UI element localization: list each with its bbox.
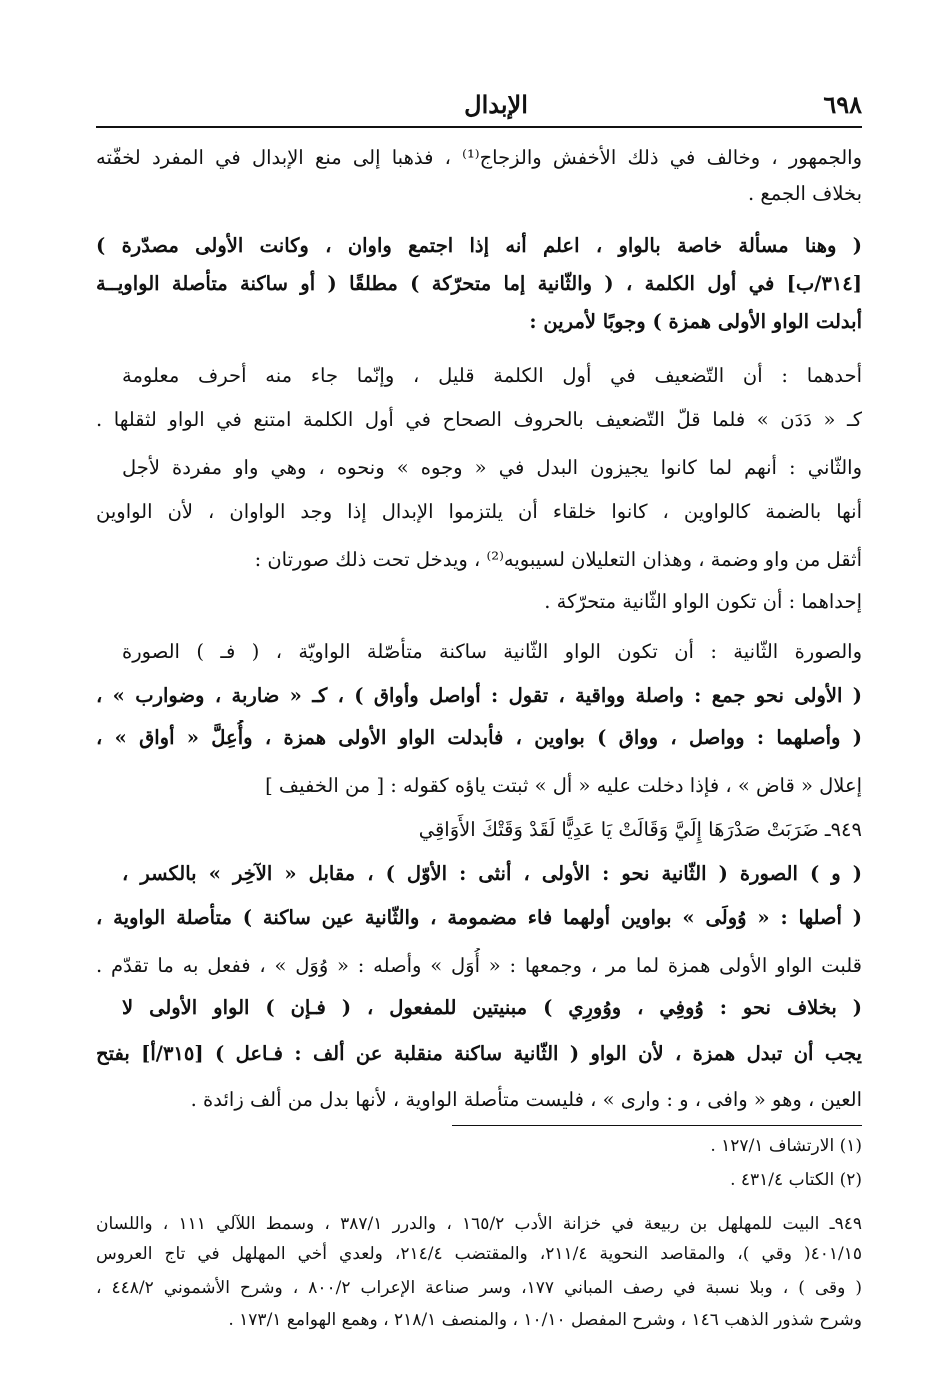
text-line: ( وهنا مسألة خاصة بالواو ، اعلم أنه إذا اجتمع واوان ، وكانت الأولى مصدّرة ) (96, 234, 862, 257)
footnote: ٩٤٩ـ البيت للمهلهل بن ربيعة في خزانة الأدب ١٦٥/٢ ، والدرر ٣٨٧/١ ، وسمط اللآلي ١١١ ، واللسان (96, 1214, 862, 1234)
text-line: والصورة الثّانية : أن تكون الواو الثّانية ساكنة متأصّلة الواويّة ، ( فـ ) الصورة (122, 640, 862, 663)
footnote: (٢) الكتاب ٤٣١/٤ . (730, 1170, 862, 1190)
text-line: [٣١٤/ب] في أول الكلمة ، ( والثّانية إما متحرّكة ) مطلقًا ( أو ساكنة متأصلة الواويــة (96, 272, 862, 295)
footnote: ٤٠١/١٥( وقي )، والمقاصد النحوية ٢١١/٤، والمقتضب ٢١٤/٤، ولعدي أخي المهلهل في تاج العروس (96, 1244, 862, 1264)
text-line: أنها بالضمة كالواوين ، كانوا خلقاء أن يلتزموا الإبدال إذا وجد الواوان ، لأن الواوين (96, 500, 862, 523)
text-line: ( بخلاف نحو : وُوفِي ، ووُورِي ) مبنيتين للمفعول ، ( فـإن ) الواو الأولى لا (122, 996, 862, 1019)
footnote-rule (452, 1125, 862, 1126)
text-line: العين ، وهو « وافى ، و : وارى » ، فليست متأصلة الواوية ، لأنها بدل من ألف زائدة . (190, 1088, 862, 1111)
text-line: أثقل من واو وضمة ، وهذان التعليلان لسيبويه⁽²⁾ ، ويدخل تحت ذلك صورتان : (254, 548, 862, 571)
running-header (96, 86, 862, 126)
text-line: والثّاني : أنهم لما كانوا يجيزون البدل في « وجوه » ونحوه ، وهي واو مفردة لأجل (122, 456, 862, 479)
text-line: كـ « دَدَن » فلما قلّ التّضعيف بالحروف الصحاح في أول الكلمة امتنع في الواو لثقلها . (96, 408, 862, 431)
text-line: ( وأصلهما : وواصل ، وواق ) بواوين ، فأبدلت الواو الأولى همزة ، وأُعِلَّ « أواق » ، (96, 726, 862, 749)
text-line: إعلال « قاض » ، فإذا دخلت عليه « أل » ثبتت ياؤه كقوله : [ من الخفيف ] (265, 774, 862, 797)
text-line: يجب أن تبدل همزة ، لأن الواو ( الثّانية ساكنة منقلبة عن ألف : فـاعل ) [٣١٥/أ] بفتح (96, 1042, 862, 1065)
chapter-title: الإبدال (464, 90, 528, 119)
text-line: ( أصلها : « وُولَى » بواوين أولهما فاء مضمومة ، والثّانية عين ساكنة ) متأصلة الواوية ، (96, 906, 862, 929)
footnote: (١) الارتشاف ١٢٧/١ . (710, 1136, 862, 1156)
text-line: بخلاف الجمع . (747, 182, 862, 205)
text-line: والجمهور ، وخالف في ذلك الأخفش والزجاج⁽¹⁾ ، فذهبا إلى منع الإبدال في المفرد لخفّته (96, 146, 862, 169)
footnote: ( وقى ) ، وبلا نسبة في رصف المباني ١٧٧، وسر صناعة الإعراب ٨٠٠/٢ ، وشرح الأشموني ٤٤٨/٢ ، (96, 1278, 862, 1298)
text-line: إحداهما : أن تكون الواو الثّانية متحرّكة . (544, 590, 862, 613)
header-rule (96, 126, 862, 128)
page-number: ٦٩٨ (823, 90, 862, 119)
footnote: وشرح شذور الذهب ١٤٦ ، وشرح المفصل ١٠/١٠ ، والمنصف ٢١٨/١ ، وهمع الهوامع ١٧٣/١ . (228, 1310, 862, 1330)
text-line: ( و ) الصورة ( الثّانية نحو : الأولى ، أنثى : الأوّل ) ، مقابل « الآخِر » بالكسر ، (122, 862, 862, 885)
text-line: أبدلت الواو الأولى همزة ) وجوبًا لأمرين : (529, 310, 862, 333)
text-line: أحدهما : أن التّضعيف في أول الكلمة قليل ، وإنّما جاء منه أحرف معلومة (122, 364, 862, 387)
text-line: ( الأولى نحو جمع : واصلة وواقية ، تقول : أواصل وأواق ) ، كـ « ضاربة ، وضوارب » ، (96, 684, 862, 707)
verse-line: ٩٤٩ـ ضَرَبَتْ صَدْرَهَا إِلَيَّ وَقَالَتْ يَا عَدِيًّا لَقَدْ وَقَتْكَ الأَوَاقِي (418, 818, 862, 841)
text-line: قلبت الواو الأولى همزة لما مر ، وجمعها : « أُوَل » وأصله : « وُوَل » ، ففعل به ما تقدّم . (96, 954, 862, 977)
